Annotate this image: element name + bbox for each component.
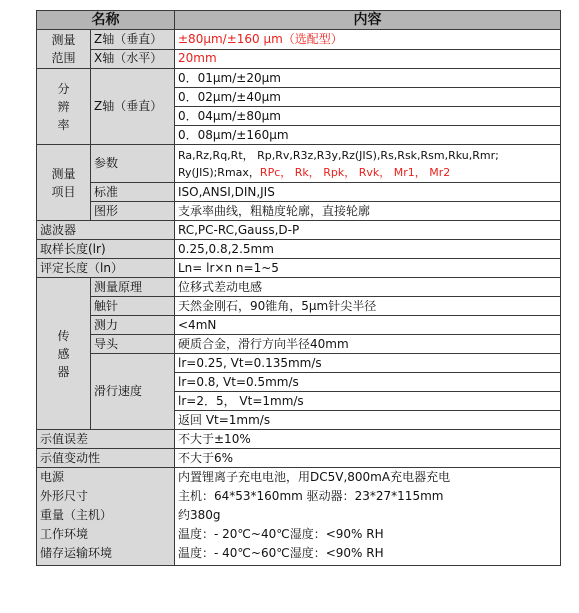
resolution-value: 0．01μm/±20μm — [175, 69, 561, 88]
misc-values — [175, 468, 561, 566]
table-row — [37, 69, 561, 88]
items-label: 测量 项目 — [37, 145, 91, 221]
variation-value: 不大于6% — [175, 449, 561, 468]
z-range-value: ±80μm/±160 μm（选配型） — [175, 30, 561, 50]
filter-value: RC,PC-RC,Gauss,D-P — [175, 221, 561, 240]
params-line-1: Ra,Rz,Rq,Rt， Rp,Rv,R3z,R3y,Rz(JIS),Rs,Rsk,Rsm,Rku,Rmr; — [178, 148, 499, 162]
sampling-label: 取样长度(lr) — [37, 240, 175, 259]
speed-value: 返回 Vt=1mm/s — [175, 411, 561, 430]
table-row — [37, 354, 561, 373]
graph-value: 支承率曲线，粗糙度轮廓，直接轮廓 — [175, 202, 561, 221]
x-axis-label: X轴（水平） — [91, 49, 175, 69]
error-label: 示值误差 — [37, 430, 175, 449]
work-env-label: 工作环境 — [40, 527, 89, 541]
header-name: 名称 — [37, 11, 175, 30]
resolution-value: 0．02μm/±40μm — [175, 88, 561, 107]
guide-label: 导头 — [91, 335, 175, 354]
dimension-value: 主机：64*53*160mm 驱动器：23*27*115mm — [178, 489, 444, 503]
speed-label: 滑行速度 — [91, 354, 175, 430]
measure-range-label: 测量 范围 — [37, 30, 91, 69]
table-row — [37, 183, 561, 202]
table-row — [37, 449, 561, 468]
standard-label: 标准 — [91, 183, 175, 202]
power-value: 内置锂离子充电电池，用DC5V,800mA充电器充电 — [178, 470, 451, 484]
params-line-2-black: Ry(JIS);Rmax， — [178, 165, 260, 179]
variation-label: 示值变动性 — [37, 449, 175, 468]
params-line-2 — [178, 164, 557, 181]
header-row — [37, 11, 561, 30]
resolution-value: 0．08μm/±160μm — [175, 126, 561, 145]
params-value — [175, 145, 561, 183]
table-row — [37, 240, 561, 259]
power-label: 电源 — [40, 470, 65, 484]
speed-value: lr=0.8, Vt=0.5mm/s — [175, 373, 561, 392]
speed-value: lr=0.25, Vt=0.135mm/s — [175, 354, 561, 373]
sampling-value: 0.25,0.8,2.5mm — [175, 240, 561, 259]
speed-value: lr=2．5， Vt=1mm/s — [175, 392, 561, 411]
params-label: 参数 — [91, 145, 175, 183]
work-env-value: 温度：- 20℃~40℃湿度：<90% RH — [178, 527, 384, 541]
evaluation-value: Ln= lr×n n=1~5 — [175, 259, 561, 278]
table-row — [37, 221, 561, 240]
force-value: <4mN — [175, 316, 561, 335]
stylus-label: 触针 — [91, 297, 175, 316]
table-row — [37, 430, 561, 449]
resolution-z-axis-label: Z轴（垂直） — [91, 69, 175, 145]
standard-value: ISO,ANSI,DIN,JIS — [175, 183, 561, 202]
dimension-label: 外形尺寸 — [40, 489, 89, 503]
table-row — [37, 297, 561, 316]
stylus-value: 天然金刚石，90锥角，5μm针尖半径 — [175, 297, 561, 316]
storage-env-value: 温度：- 40℃~60℃湿度：<90% RH — [178, 546, 384, 560]
table-row — [37, 30, 561, 50]
spec-table — [36, 10, 561, 566]
weight-label: 重量（主机） — [40, 508, 113, 522]
spec-table-wrapper — [36, 10, 560, 566]
weight-value: 约380g — [178, 508, 221, 522]
table-row — [37, 278, 561, 297]
guide-value: 硬质合金，滑行方向半径40mm — [175, 335, 561, 354]
misc-labels — [37, 468, 175, 566]
evaluation-label: 评定长度（ln） — [37, 259, 175, 278]
table-row — [37, 202, 561, 221]
storage-env-label: 储存运输环境 — [40, 546, 113, 560]
sensor-label: 传 感 器 — [37, 278, 91, 430]
table-row — [37, 259, 561, 278]
table-row — [37, 468, 561, 566]
table-row — [37, 316, 561, 335]
principle-value: 位移式差动电感 — [175, 278, 561, 297]
table-row — [37, 335, 561, 354]
force-label: 测力 — [91, 316, 175, 335]
params-line-2-red: RPc， Rk， Rpk， Rvk， Mr1， Mr2 — [259, 165, 451, 179]
z-axis-label: Z轴（垂直） — [91, 30, 175, 50]
filter-label: 滤波器 — [37, 221, 175, 240]
table-row — [37, 49, 561, 69]
graph-label: 图形 — [91, 202, 175, 221]
x-range-value: 20mm — [175, 49, 561, 69]
resolution-value: 0．04μm/±80μm — [175, 107, 561, 126]
error-value: 不大于±10% — [175, 430, 561, 449]
header-content: 内容 — [175, 11, 561, 30]
table-row — [37, 145, 561, 183]
principle-label: 测量原理 — [91, 278, 175, 297]
resolution-label: 分 辨 率 — [37, 69, 91, 145]
